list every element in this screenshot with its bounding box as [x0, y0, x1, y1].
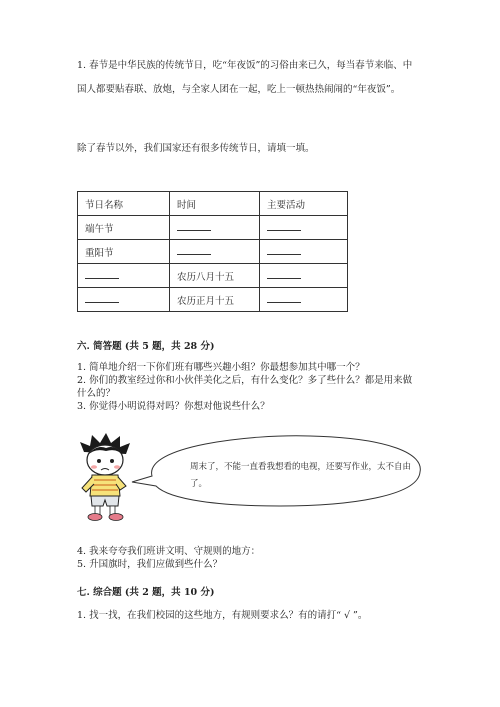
festival-name-cell: 重阳节 [78, 240, 170, 264]
festival-table [77, 191, 348, 312]
blank-line [85, 269, 119, 279]
blank-line [267, 221, 301, 231]
question-2: 2. 你们的教室经过你和小伙伴美化之后，有什么变化？多了些什么？都是用来做什么的？ [77, 375, 413, 399]
section-6-title: 六. 简答题 (共 5 题，共 28 分) [77, 341, 215, 352]
blank-line [267, 293, 301, 303]
activity-blank[interactable] [260, 288, 348, 312]
blank-line [177, 221, 211, 231]
activity-blank[interactable] [260, 216, 348, 240]
blank-line [267, 245, 301, 255]
table-row [78, 264, 348, 288]
question-4: 4. 我来夸夸我们班讲文明、守规则的地方： [77, 546, 261, 557]
header-time: 时间 [170, 192, 260, 216]
table-row [78, 240, 348, 264]
section-7-question-1: 1. 找一找，在我们校园的这些地方，有规则要求么？有的请打“ √ ”。 [77, 610, 368, 621]
blank-line [177, 245, 211, 255]
time-blank[interactable] [170, 216, 260, 240]
table-row [78, 288, 348, 312]
festival-name-blank[interactable] [78, 264, 170, 288]
blank-line [267, 269, 301, 279]
section-6-questions [77, 361, 417, 413]
time-cell: 农历八月十五 [170, 264, 260, 288]
section-7-title: 七. 综合题 (共 2 题，共 10 分) [77, 587, 215, 598]
question-1: 1. 简单地介绍一下你们班有哪些兴趣小组？你最想参加其中哪一个？ [77, 362, 365, 373]
time-cell: 农历正月十五 [170, 288, 260, 312]
time-blank[interactable] [170, 240, 260, 264]
speech-bubble-text: 周末了，不能一直看我想看的电视，还要写作业，太不自由了。 [190, 462, 412, 489]
table-row [78, 216, 348, 240]
activity-blank[interactable] [260, 264, 348, 288]
festival-name-blank[interactable] [78, 288, 170, 312]
header-main-activity: 主要活动 [260, 192, 348, 216]
intro-prompt: 除了春节以外，我们国家还有很多传统节日，请填一填。 [77, 143, 315, 154]
question-5: 5. 升国旗时，我们应做到些什么？ [77, 559, 223, 570]
question-3: 3. 你觉得小明说得对吗？你想对他说些什么？ [77, 401, 270, 412]
table-header-row [78, 192, 348, 216]
activity-blank[interactable] [260, 240, 348, 264]
intro-paragraph: 1. 春节是中华民族的传统节日，吃“年夜饭”的习俗由来已久，每当春节来临、中国人都要贴春联、放炮，与全家人团在一起，吃上一顿热热闹闹的“年夜饭”。 [77, 60, 413, 95]
section-6-questions-cont [77, 545, 417, 571]
header-festival-name: 节日名称 [78, 192, 170, 216]
festival-name-cell: 端午节 [78, 216, 170, 240]
blank-line [85, 293, 119, 303]
